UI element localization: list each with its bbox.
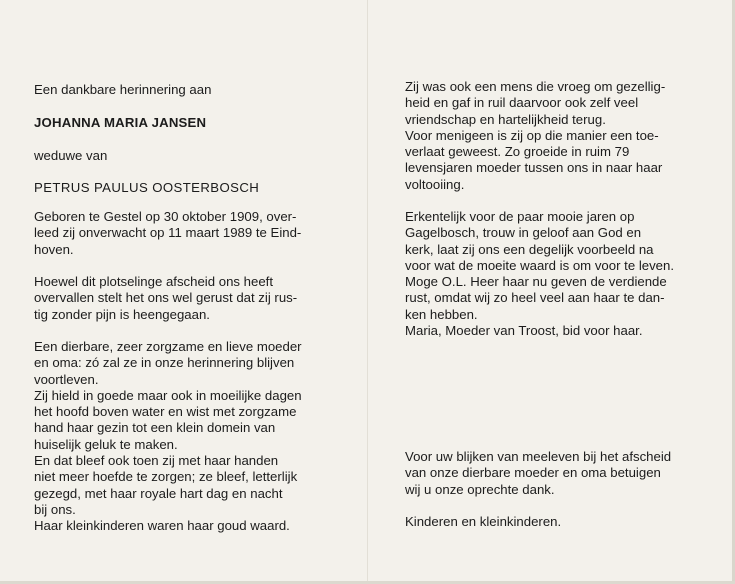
text-line: wij u onze oprechte dank. [405, 481, 555, 497]
text-line: kerk, laat zij ons een degelijk voorbeeld na [405, 241, 654, 257]
text-line: en oma: zó zal ze in onze herinnering blijven [34, 355, 295, 371]
text-line: voortleven. [34, 371, 99, 387]
text-line: Moge O.L. Heer haar nu geven de verdiende [405, 274, 667, 290]
farewell-paragraph [34, 274, 334, 323]
text-line: niet meer hoefde te zorgen; ze bleef, letterlijk [34, 469, 298, 485]
text-line: het hoofd boven water en wist met zorgzame [34, 404, 297, 420]
birth-death-paragraph [34, 209, 334, 258]
intro-text: Een dankbare herinnering aan [34, 82, 212, 97]
text-line: huiselijk geluk te maken. [34, 436, 178, 452]
husband-name: PETRUS PAULUS OOSTERBOSCH [34, 180, 260, 195]
text-line: Hoewel dit plotselinge afscheid ons heeft [34, 274, 273, 289]
memory-paragraph [34, 339, 334, 535]
text-line: En dat bleef ook toen zij met haar handen [34, 453, 279, 469]
card-fold-line [367, 0, 368, 584]
text-line: Maria, Moeder van Troost, bid voor haar. [405, 323, 643, 339]
text-line: levensjaren moeder tussen ons in naar haar [405, 160, 663, 176]
text-line: bij ons. [34, 501, 76, 517]
text-line: hoven. [34, 241, 74, 257]
text-line: Zij was ook een mens die vroeg om gezellig- [405, 79, 666, 94]
text-line: leed zij onverwacht op 11 maart 1989 te Eind- [34, 225, 302, 241]
text-line: Voor menigeen is zij op die manier een toe- [405, 127, 659, 143]
text-line: Geboren te Gestel op 30 oktober 1909, over- [34, 209, 297, 224]
text-line: tig zonder pijn is heengegaan. [34, 306, 210, 322]
text-line: Voor uw blijken van meeleven bij het afscheid [405, 449, 672, 464]
text-line: hand haar gezin tot een klein domein van [34, 420, 276, 436]
text-line: Haar kleinkinderen waren haar goud waard. [34, 518, 290, 534]
gratitude-paragraph [405, 209, 703, 339]
social-paragraph [405, 79, 703, 193]
text-line: rust, omdat wij zo heel veel aan haar te dan- [405, 290, 665, 306]
text-line: gezegd, met haar royale hart dag en nacht [34, 485, 283, 501]
text-line: Gagelbosch, trouw in geloof aan God en [405, 225, 642, 241]
family-signature: Kinderen en kleinkinderen. [405, 514, 562, 529]
text-line: ken hebben. [405, 306, 478, 322]
text-line: verlaat geweest. Zo groeide in ruim 79 [405, 144, 630, 160]
text-line: overvallen stelt het ons wel gerust dat zij rus- [34, 290, 298, 306]
text-line: Een dierbare, zeer zorgzame en lieve moeder [34, 339, 302, 354]
text-line: Zij hield in goede maar ook in moeilijke dagen [34, 387, 302, 403]
text-line: Erkentelijk voor de paar mooie jaren op [405, 209, 635, 224]
widow-of-text: weduwe van [34, 148, 108, 163]
text-line: heid en gaf in ruil daarvoor ook zelf veel [405, 95, 639, 111]
text-line: vriendschap en hartelijkheid terug. [405, 111, 606, 127]
text-line: voor wat de moeite waard is om voor te leven. [405, 257, 675, 273]
text-line: voltooiing. [405, 176, 465, 192]
text-line: van onze dierbare moeder en oma betuigen [405, 465, 661, 481]
deceased-name: JOHANNA MARIA JANSEN [34, 115, 207, 130]
thanks-paragraph [405, 449, 703, 498]
